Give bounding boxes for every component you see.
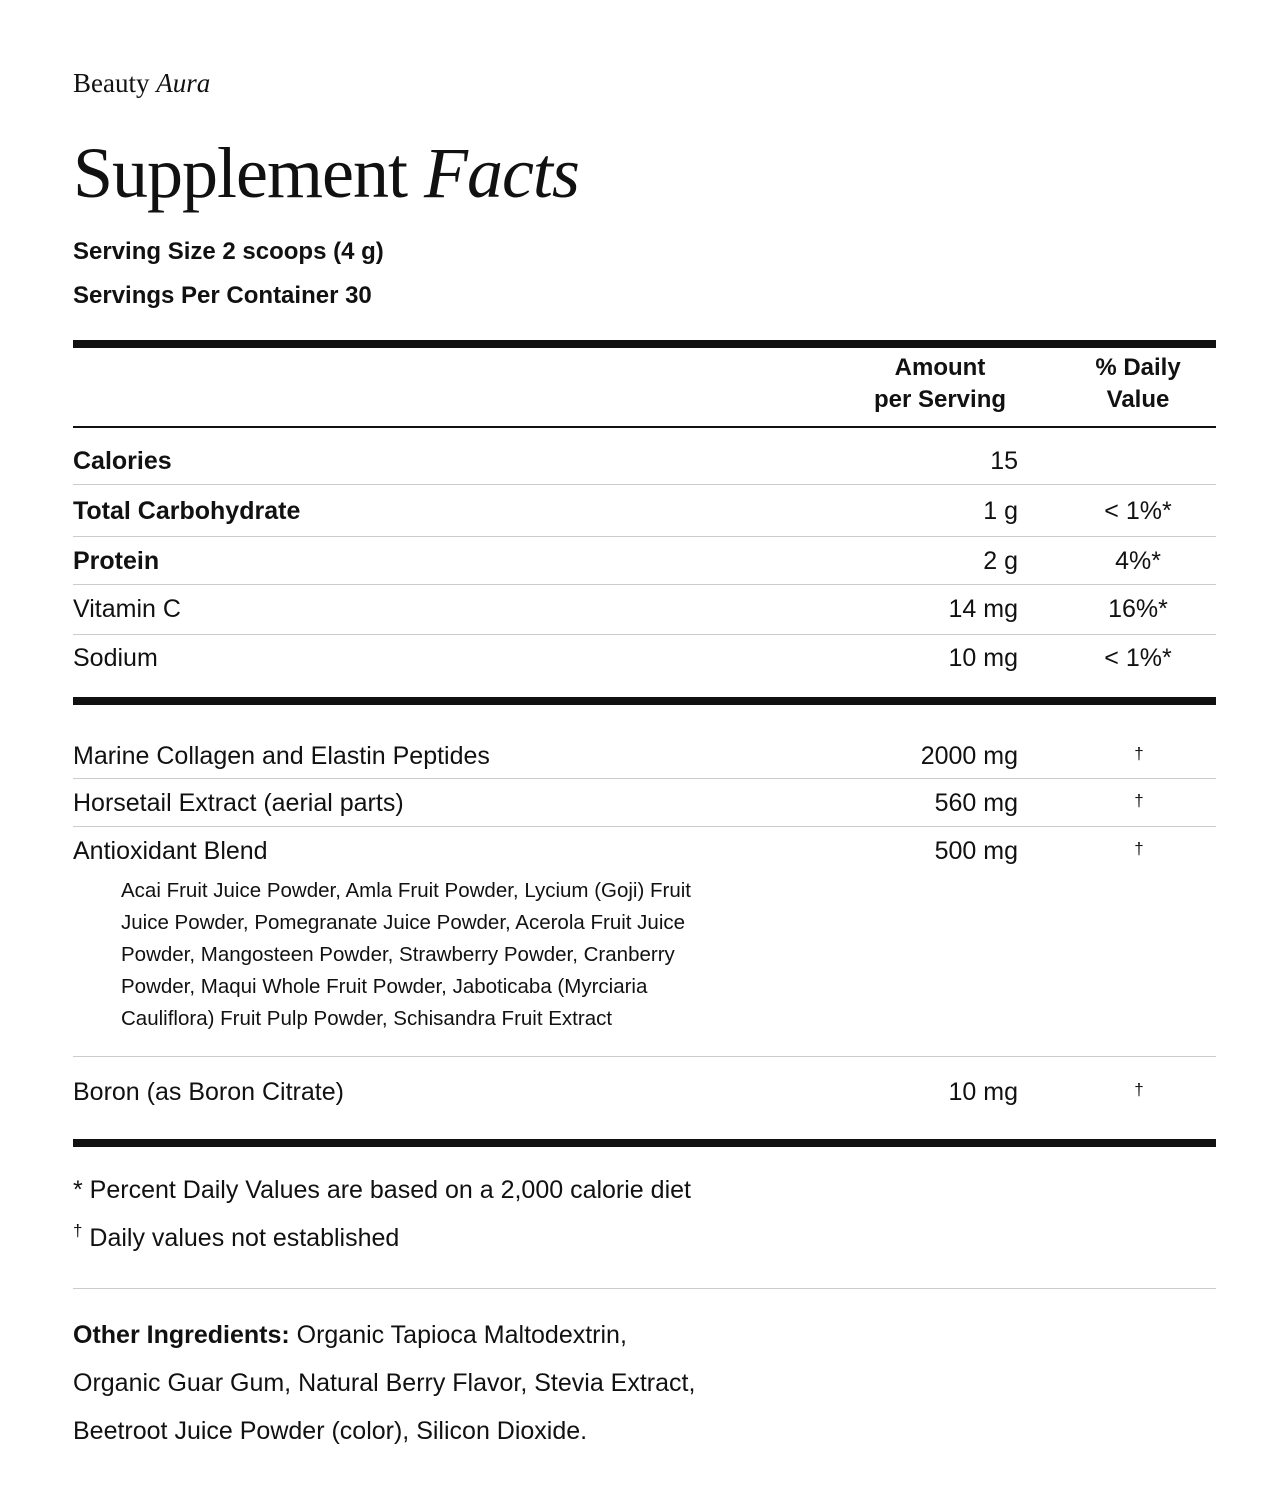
other-ingredients-text: Organic Tapioca Maltodextrin, bbox=[289, 1321, 627, 1349]
other-ingredients bbox=[73, 1311, 773, 1455]
other-ingredients-line: Beetroot Juice Powder (color), Silicon Dioxide. bbox=[73, 1417, 588, 1445]
ingredient-row-boron bbox=[73, 1057, 1216, 1139]
blend-line: Powder, Mangosteen Powder, Strawberry Powder, Cranberry bbox=[121, 943, 675, 966]
nutrient-row-vitamin-c bbox=[73, 585, 1216, 634]
blend-line: Acai Fruit Juice Powder, Amla Fruit Powder, Lycium (Goji) Fruit bbox=[121, 879, 691, 902]
nutrient-name: Calories bbox=[73, 447, 172, 475]
amount-per-serving-header bbox=[853, 352, 1027, 416]
nutrient-name: Sodium bbox=[73, 644, 158, 672]
ingredient-amount: 500 mg bbox=[934, 837, 1018, 865]
blend-line: Juice Powder, Pomegranate Juice Powder, Acerola Fruit Juice bbox=[121, 911, 686, 934]
nutrient-dv: 4%* bbox=[1115, 547, 1161, 575]
brand-name-italic: Aura bbox=[156, 68, 211, 98]
nutrient-row-calories bbox=[73, 428, 1216, 484]
title-italic: Facts bbox=[423, 133, 579, 213]
thick-divider bbox=[73, 340, 1216, 348]
nutrient-amount: 15 bbox=[990, 447, 1018, 475]
nutrient-amount: 2 g bbox=[983, 547, 1018, 575]
other-ingredients-label: Other Ingredients: bbox=[73, 1321, 290, 1349]
dagger-mark: † bbox=[1134, 791, 1144, 810]
brand-name: Beauty bbox=[73, 68, 150, 98]
ingredient-amount: 2000 mg bbox=[920, 742, 1018, 770]
dagger-mark: † bbox=[1134, 744, 1144, 763]
nutrient-row-protein bbox=[73, 537, 1216, 584]
ingredient-row-marine-collagen bbox=[73, 705, 1216, 778]
ingredient-row-antioxidant-blend bbox=[73, 827, 1216, 1056]
footnote-dagger-text: Daily values not established bbox=[82, 1224, 400, 1252]
blend-ingredient-list bbox=[121, 875, 811, 1035]
daily-value-header bbox=[1077, 352, 1199, 416]
other-ingredients-line: Organic Guar Gum, Natural Berry Flavor, Stevia Extract, bbox=[73, 1369, 696, 1397]
table-header bbox=[73, 348, 1216, 426]
supplement-facts-label bbox=[73, 60, 1216, 1455]
thick-divider bbox=[73, 697, 1216, 705]
serving-size: Serving Size 2 scoops (4 g) bbox=[73, 238, 384, 265]
footnote-dagger bbox=[73, 1214, 1216, 1262]
ingredient-amount: 560 mg bbox=[934, 789, 1018, 817]
nutrient-amount: 14 mg bbox=[948, 595, 1018, 623]
nutrient-dv: 16%* bbox=[1108, 595, 1168, 623]
section-divider bbox=[73, 1288, 1216, 1289]
nutrient-dv: < 1%* bbox=[1104, 644, 1172, 672]
nutrient-name: Total Carbohydrate bbox=[73, 497, 301, 525]
ingredient-name: Horsetail Extract (aerial parts) bbox=[73, 789, 404, 817]
dv-header-line1: % Daily bbox=[1095, 354, 1181, 381]
title-main: Supplement bbox=[73, 133, 407, 213]
amount-header-line2: per Serving bbox=[873, 386, 1007, 413]
dagger-mark: † bbox=[1134, 839, 1144, 858]
ingredient-row-horsetail bbox=[73, 779, 1216, 826]
nutrient-name: Protein bbox=[73, 547, 160, 575]
thick-divider bbox=[73, 1139, 1216, 1147]
dv-header-line2: Value bbox=[1106, 386, 1170, 413]
ingredient-amount: 10 mg bbox=[948, 1078, 1018, 1106]
nutrient-row-total-carbohydrate bbox=[73, 485, 1216, 536]
servings-per-container: Servings Per Container 30 bbox=[73, 282, 372, 309]
dagger-mark: † bbox=[1134, 1080, 1144, 1099]
nutrient-dv: < 1%* bbox=[1104, 497, 1172, 525]
ingredient-name: Boron (as Boron Citrate) bbox=[73, 1078, 344, 1106]
nutrient-row-sodium bbox=[73, 635, 1216, 697]
nutrient-amount: 10 mg bbox=[948, 644, 1018, 672]
nutrient-name: Vitamin C bbox=[73, 595, 181, 623]
amount-header-line1: Amount bbox=[894, 354, 986, 381]
ingredient-name: Marine Collagen and Elastin Peptides bbox=[73, 742, 490, 770]
dagger-symbol: † bbox=[73, 1221, 83, 1240]
brand-logo bbox=[73, 60, 1216, 106]
other-ingredients-line bbox=[73, 1311, 773, 1359]
nutrient-amount: 1 g bbox=[983, 497, 1018, 525]
ingredient-name: Antioxidant Blend bbox=[73, 837, 268, 865]
blend-line: Cauliflora) Fruit Pulp Powder, Schisandra Fruit Extract bbox=[121, 1007, 613, 1030]
page-title bbox=[73, 130, 1216, 216]
blend-line: Powder, Maqui Whole Fruit Powder, Jaboticaba (Myrciaria bbox=[121, 975, 648, 998]
footnote-percent-dv: * Percent Daily Values are based on a 2,000 calorie diet bbox=[73, 1176, 691, 1204]
